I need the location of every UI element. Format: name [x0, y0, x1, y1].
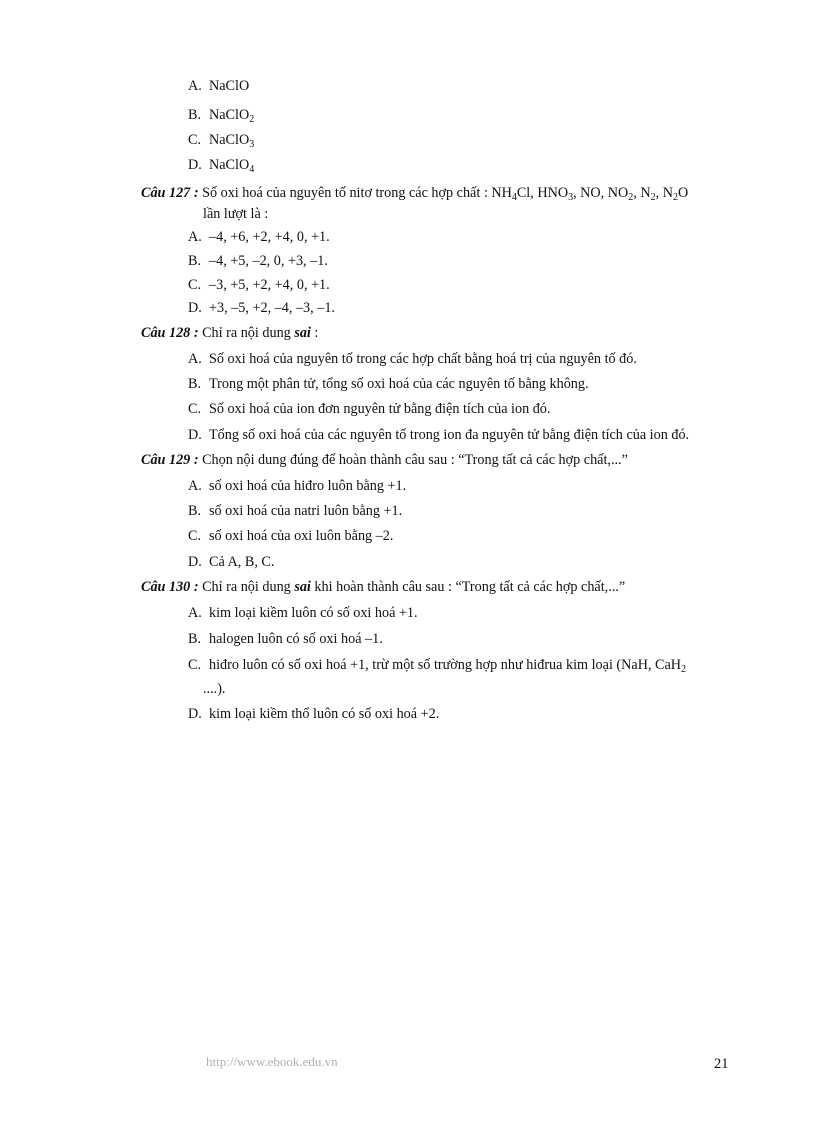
q127-option-a: A. –4, +6, +2, +4, 0, +1. [188, 229, 330, 245]
option-b: B. NaClO$_2$ [188, 107, 255, 125]
question-127-continuation: lần lượt là : [203, 206, 269, 222]
q130-option-d: D. kim loại kiềm thổ luôn có số oxi hoá +2. [188, 706, 440, 722]
q130-option-b: B. halogen luôn có số oxi hoá –1. [188, 631, 383, 647]
q130-option-c-continuation: ....). [203, 681, 226, 697]
question-129: Câu 129 : Chọn nội dung đúng để hoàn thành câu sau : “Trong tất cả các hợp chất,...” [141, 452, 628, 468]
question-128: Câu 128 : Chỉ ra nội dung sai : [141, 325, 319, 341]
question-127: Câu 127 : Số oxi hoá của nguyên tố nitơ trong các hợp chất : $NH_4Cl$, $HNO_3$, NO, $NO_2$, $N_2$, $N_2O$ [141, 185, 689, 203]
page-number: 21 [714, 1056, 729, 1072]
option-d: D. NaClO$_4$ [188, 157, 255, 175]
option-c: C. NaClO$_3$ [188, 132, 255, 150]
footer-url[interactable]: http://www.ebook.edu.vn [206, 1054, 338, 1069]
q128-option-b: B. Trong một phân tử, tổng số oxi hoá của các nguyên tố bằng không. [188, 376, 589, 392]
q129-option-b: B. số oxi hoá của natri luôn bằng +1. [188, 503, 403, 519]
q130-option-a: A. kim loại kiềm luôn có số oxi hoá +1. [188, 605, 418, 621]
q128-option-c: C. Số oxi hoá của ion đơn nguyên tử bằng điện tích của ion đó. [188, 401, 551, 417]
q130-option-c: C. hiđro luôn có số oxi hoá +1, trừ một số trường hợp như hiđrua kim loại (NaH, CaH$_2$ [188, 657, 687, 675]
q127-option-b: B. –4, +5, –2, 0, +3, –1. [188, 253, 328, 269]
q128-option-a: A. Số oxi hoá của nguyên tố trong các hợp chất bằng hoá trị của nguyên tố đó. [188, 351, 637, 367]
q127-option-c: C. –3, +5, +2, +4, 0, +1. [188, 277, 330, 293]
q129-option-c: C. số oxi hoá của oxi luôn bằng –2. [188, 528, 394, 544]
question-130: Câu 130 : Chỉ ra nội dung sai khi hoàn thành câu sau : “Trong tất cả các hợp chất,...” [141, 579, 626, 595]
q127-option-d: D. +3, –5, +2, –4, –3, –1. [188, 300, 335, 316]
q128-option-d: D. Tổng số oxi hoá của các nguyên tố trong ion đa nguyên tử bằng điện tích của ion đó. [188, 427, 690, 443]
option-a: A. NaClO [188, 78, 250, 94]
q129-option-d: D. Cả A, B, C. [188, 554, 275, 570]
q129-option-a: A. số oxi hoá của hiđro luôn bằng +1. [188, 478, 407, 494]
